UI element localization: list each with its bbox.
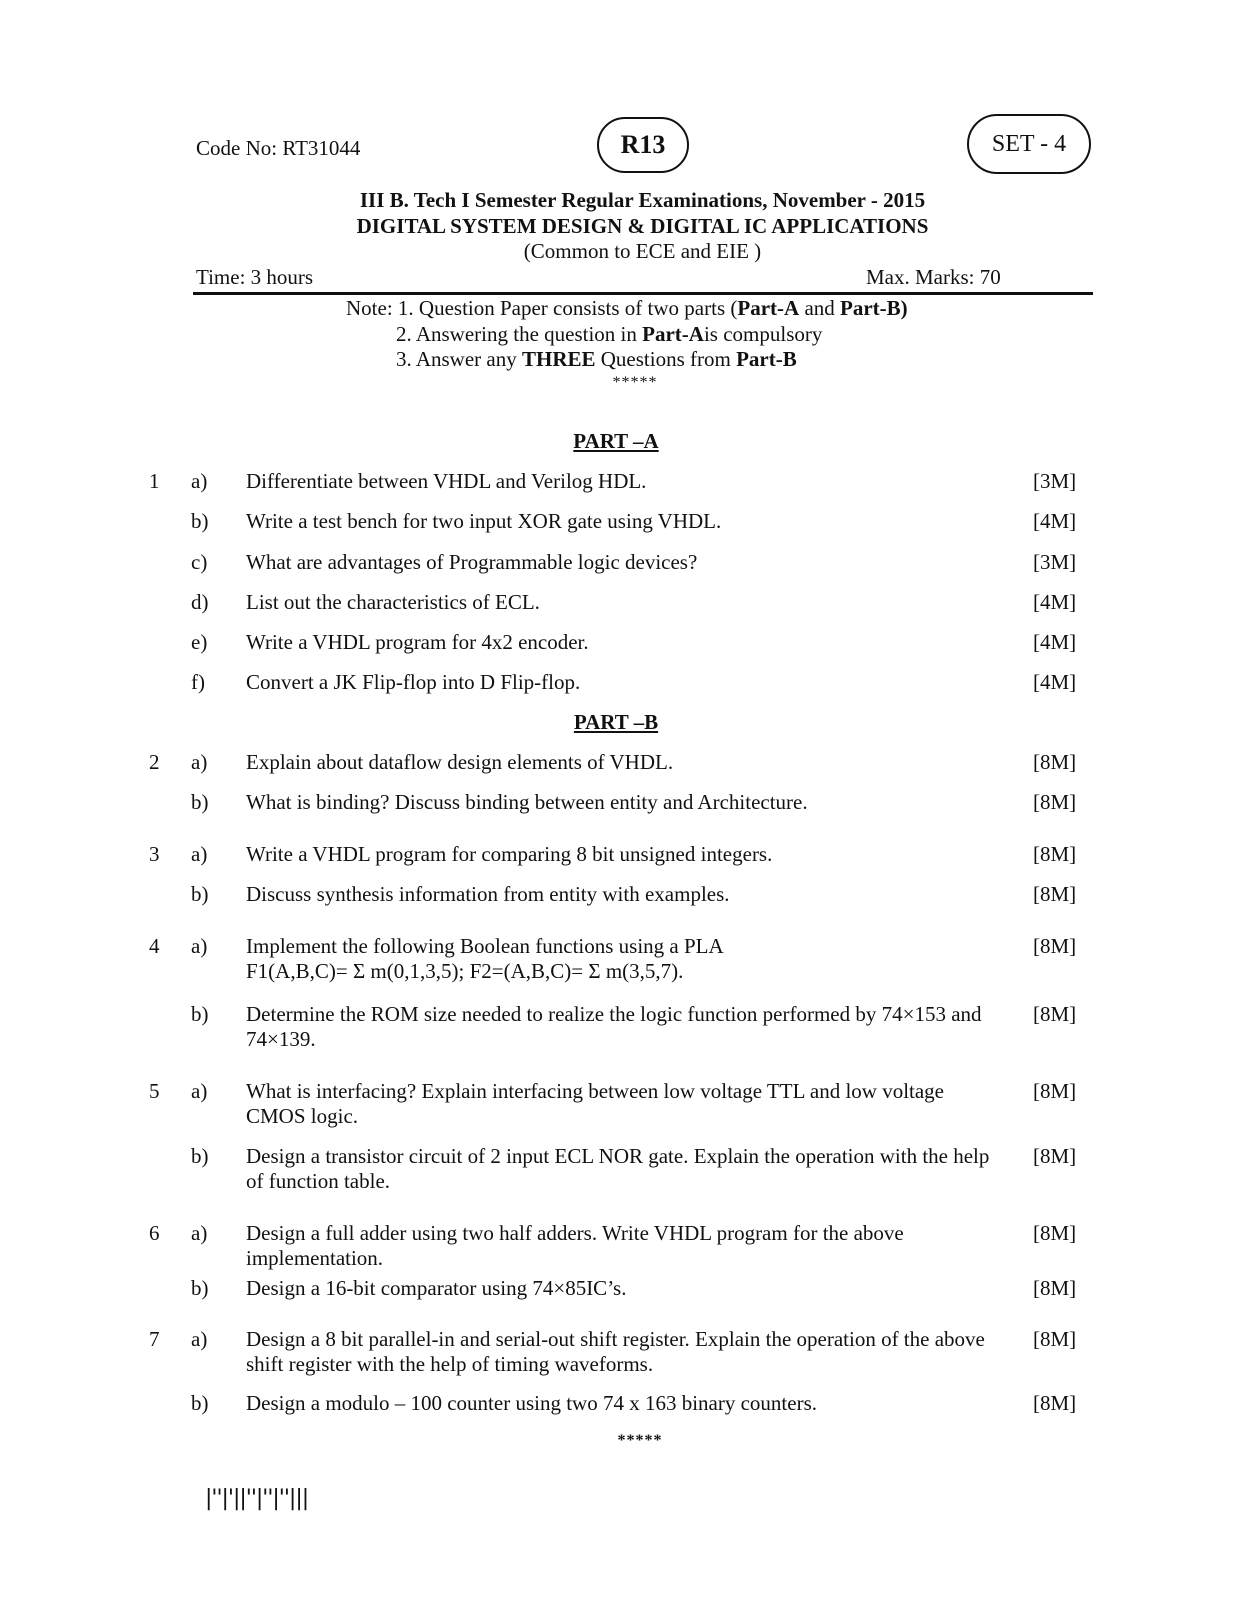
question-marks: [8M] [1033, 1221, 1077, 1245]
sub-question-label: b) [191, 1144, 209, 1168]
question-text: Write a VHDL program for 4x2 encoder. [246, 630, 589, 654]
question-number: 6 [149, 1221, 160, 1245]
question-marks: [8M] [1033, 842, 1077, 866]
sub-question-label: b) [191, 509, 209, 533]
sub-question-label: d) [191, 590, 209, 614]
question-text: Write a test bench for two input XOR gate using VHDL. [246, 509, 722, 533]
question-marks: [8M] [1033, 750, 1077, 774]
question-marks: [8M] [1033, 1327, 1077, 1351]
question-text [246, 934, 1006, 984]
question-text: Design a 16-bit comparator using 74×85IC’s. [246, 1276, 627, 1300]
note-1: Note: 1. Question Paper consists of two parts (Part-A and Part-B) [346, 296, 908, 320]
question-text: List out the characteristics of ECL. [246, 590, 540, 614]
part-a-heading: PART –A [573, 429, 659, 453]
question-number: 7 [149, 1327, 160, 1351]
set-badge: SET - 4 [967, 114, 1091, 174]
sub-question-label: a) [191, 1221, 208, 1245]
exam-time: Time: 3 hours [196, 265, 314, 289]
header-divider [193, 292, 1093, 295]
question-text: Design a full adder using two half adders. Write VHDL program for the above implementation. [246, 1221, 904, 1270]
sub-question-label: f) [191, 670, 205, 694]
sub-question-label: b) [191, 882, 209, 906]
sub-question-label: b) [191, 790, 209, 814]
question-marks: [4M] [1033, 630, 1077, 654]
question-marks: [8M] [1033, 882, 1077, 906]
sub-question-label: a) [191, 1079, 208, 1103]
question-text: What is binding? Discuss binding between entity and Architecture. [246, 790, 808, 814]
instructions [346, 296, 908, 373]
sub-question-label: b) [191, 1276, 209, 1300]
question-marks: [8M] [1033, 1002, 1077, 1026]
question-marks: [8M] [1033, 790, 1077, 814]
question-text-line: F1(A,B,C)= Σ m(0,1,3,5); F2=(A,B,C)= Σ m(3,5,7). [246, 959, 684, 983]
exam-title: III B. Tech I Semester Regular Examinations, November - 2015 [359, 188, 926, 212]
question-marks: [4M] [1033, 590, 1077, 614]
question-text: Explain about dataflow design elements of VHDL. [246, 750, 674, 774]
question-marks: [8M] [1033, 1391, 1077, 1415]
question-marks: [8M] [1033, 1276, 1077, 1300]
question-text: Design a modulo – 100 counter using two 74 x 163 binary counters. [246, 1391, 817, 1415]
question-number: 4 [149, 934, 160, 958]
question-marks: [4M] [1033, 509, 1077, 533]
question-text: What is interfacing? Explain interfacing between low voltage TTL and low voltage CMOS logic. [246, 1079, 945, 1128]
question-marks: [3M] [1033, 469, 1077, 493]
question-marks: [4M] [1033, 670, 1077, 694]
code-number: Code No: RT31044 [196, 136, 361, 160]
note-2: 2. Answering the question in Part-Ais compulsory [396, 321, 823, 346]
question-text: Convert a JK Flip-flop into D Flip-flop. [246, 670, 581, 694]
separator-stars: ***** [612, 374, 658, 391]
question-marks: [8M] [1033, 934, 1077, 958]
sub-question-label: b) [191, 1002, 209, 1026]
question-marks: [8M] [1033, 1144, 1077, 1168]
part-b-heading: PART –B [573, 710, 659, 734]
sub-question-label: e) [191, 630, 208, 654]
question-text: Write a VHDL program for comparing 8 bit unsigned integers. [246, 842, 773, 866]
question-text: Design a 8 bit parallel-in and serial-out shift register. Explain the operation of the above shift register with the help of timing waveforms. [246, 1327, 985, 1376]
sub-question-label: a) [191, 469, 208, 493]
question-text: Design a transistor circuit of 2 input ECL NOR gate. Explain the operation with the help of function table. [246, 1144, 990, 1193]
regulation-badge: R13 [597, 117, 689, 173]
question-marks: [8M] [1033, 1079, 1077, 1103]
question-number: 1 [149, 469, 160, 493]
question-text: Differentiate between VHDL and Verilog HDL. [246, 469, 647, 493]
sub-question-label: a) [191, 934, 208, 958]
barcode: |''|'||''|''|''||| [205, 1486, 309, 1511]
question-number: 2 [149, 750, 160, 774]
end-stars: ***** [617, 1432, 663, 1449]
question-text: Discuss synthesis information from entity with examples. [246, 882, 730, 906]
question-text-line: Implement the following Boolean functions using a PLA [246, 934, 724, 958]
question-text: Determine the ROM size needed to realize the logic function performed by 74×153 and 74×139. [246, 1002, 982, 1051]
subject-title: DIGITAL SYSTEM DESIGN & DIGITAL IC APPLICATIONS [356, 214, 929, 238]
question-number: 3 [149, 842, 160, 866]
common-to: (Common to ECE and EIE ) [523, 239, 762, 263]
question-number: 5 [149, 1079, 160, 1103]
sub-question-label: a) [191, 1327, 208, 1351]
question-marks: [3M] [1033, 550, 1077, 574]
sub-question-label: c) [191, 550, 208, 574]
question-text: What are advantages of Programmable logic devices? [246, 550, 698, 574]
sub-question-label: a) [191, 750, 208, 774]
note-3: 3. Answer any THREE Questions from Part-B [396, 347, 797, 371]
max-marks: Max. Marks: 70 [866, 265, 1001, 289]
sub-question-label: a) [191, 842, 208, 866]
sub-question-label: b) [191, 1391, 209, 1415]
